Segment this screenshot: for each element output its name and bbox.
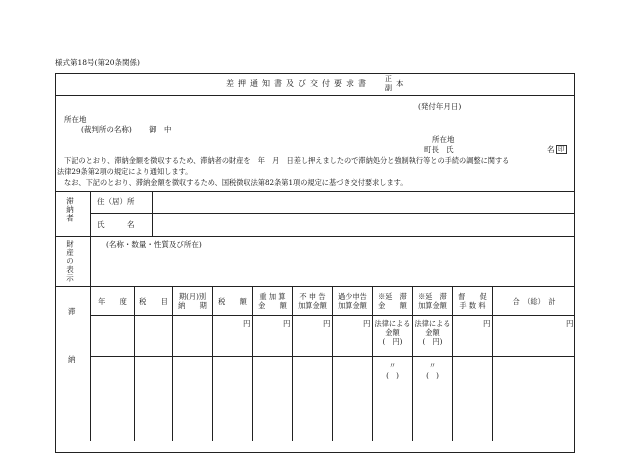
- unit-heavy-addition: 円: [283, 319, 291, 328]
- title-suffix-bottom: 副: [385, 84, 392, 92]
- col-divider-1: [134, 286, 135, 441]
- paren-delinquency-addition: ( ): [426, 371, 439, 380]
- col-divider-3: [212, 286, 213, 441]
- property-label: 財産の表示: [65, 240, 75, 283]
- amount-label-bottom: 納: [68, 355, 76, 364]
- sender-name-label: 氏: [446, 145, 454, 154]
- delinquent-label: 滞納者: [65, 197, 75, 223]
- row-divider-delinquent: [55, 236, 575, 237]
- unit-underreport-addition: 円: [363, 319, 371, 328]
- header-nonfiling-addition: 不 申 告 加算金額: [298, 292, 327, 310]
- property-placeholder: (名称・数量・性質及び所在): [106, 240, 202, 249]
- addressee-honorific: 御 中: [149, 125, 172, 134]
- form-frame: [55, 73, 575, 453]
- title-divider: [55, 95, 575, 96]
- header-delinquency-addition: ※延 滞 加算金額: [418, 292, 447, 310]
- unit-reminder-fee: 円: [483, 319, 491, 328]
- label-column-divider: [90, 191, 91, 441]
- title-suffix-right: 本: [396, 79, 404, 88]
- delinquent-field-divider: [152, 191, 153, 236]
- amount-label-top: 滞: [68, 307, 76, 316]
- name-label: 氏 名: [97, 220, 135, 229]
- table-top: [55, 191, 575, 192]
- issue-date: (発付年月日): [418, 102, 462, 111]
- body-line-3: なお、下記のとおり、滞納金額を徴収するため、国税徴収法第82条第1項の規定に基づき交付要求します。: [64, 178, 408, 187]
- title-suffix-top: 正: [385, 75, 392, 83]
- form-number: 様式第18号(第20条関係): [55, 58, 140, 67]
- unit-grand-total: 円: [566, 319, 574, 328]
- ditto-delinquency-addition: 〃: [428, 361, 437, 370]
- header-grand-total: 合 （総） 計: [512, 297, 556, 306]
- form-title: 差押通知書及び交付要求書: [226, 79, 370, 88]
- header-tax-amount: 税 額: [218, 297, 247, 306]
- header-underreport-addition: 過少申告 加算金額: [338, 292, 367, 310]
- header-heavy-addition: 重 加 算 金 額: [258, 292, 287, 310]
- body-line-2: 法律29条第2項の規定により通知します。: [57, 167, 193, 176]
- row-divider-address: [90, 213, 575, 214]
- row-divider-property: [55, 286, 575, 287]
- header-delinquency-amount: ※延 滞 金 額: [378, 292, 407, 310]
- body-line-1: 下記のとおり、滞納金額を徴収するため、滞納者の財産を 年 月 日差し押えましたので滞納処分と強制執行等との手続の調整に関する: [64, 156, 510, 165]
- addressee-location: 所在地: [64, 115, 87, 124]
- sender-name-label-2: 名: [547, 145, 555, 154]
- addressee-court: (裁判所の名称): [81, 125, 132, 134]
- header-tax-item: 税 目: [139, 297, 168, 306]
- ditto-delinquency: 〃: [388, 361, 397, 370]
- sender-location: 所在地: [432, 135, 455, 144]
- seal-icon: 印: [558, 145, 565, 153]
- address-label: 住（居）所: [97, 197, 135, 206]
- header-reminder-fee: 督 促 手 数 料: [458, 292, 487, 310]
- unit-tax-amount: 円: [243, 319, 251, 328]
- sender-title: 町長: [424, 145, 439, 154]
- unit-nonfiling-addition: 円: [323, 319, 331, 328]
- paren-delinquency: ( ): [386, 371, 399, 380]
- law-amount-delinquency-addition: 法律による 金額 ( 円): [414, 319, 451, 346]
- col-divider-10: [492, 286, 493, 441]
- header-period: 期(月)別 納 期: [178, 292, 207, 310]
- header-year: 年 度: [98, 297, 127, 306]
- law-amount-delinquency: 法律による 金額 ( 円): [374, 319, 411, 346]
